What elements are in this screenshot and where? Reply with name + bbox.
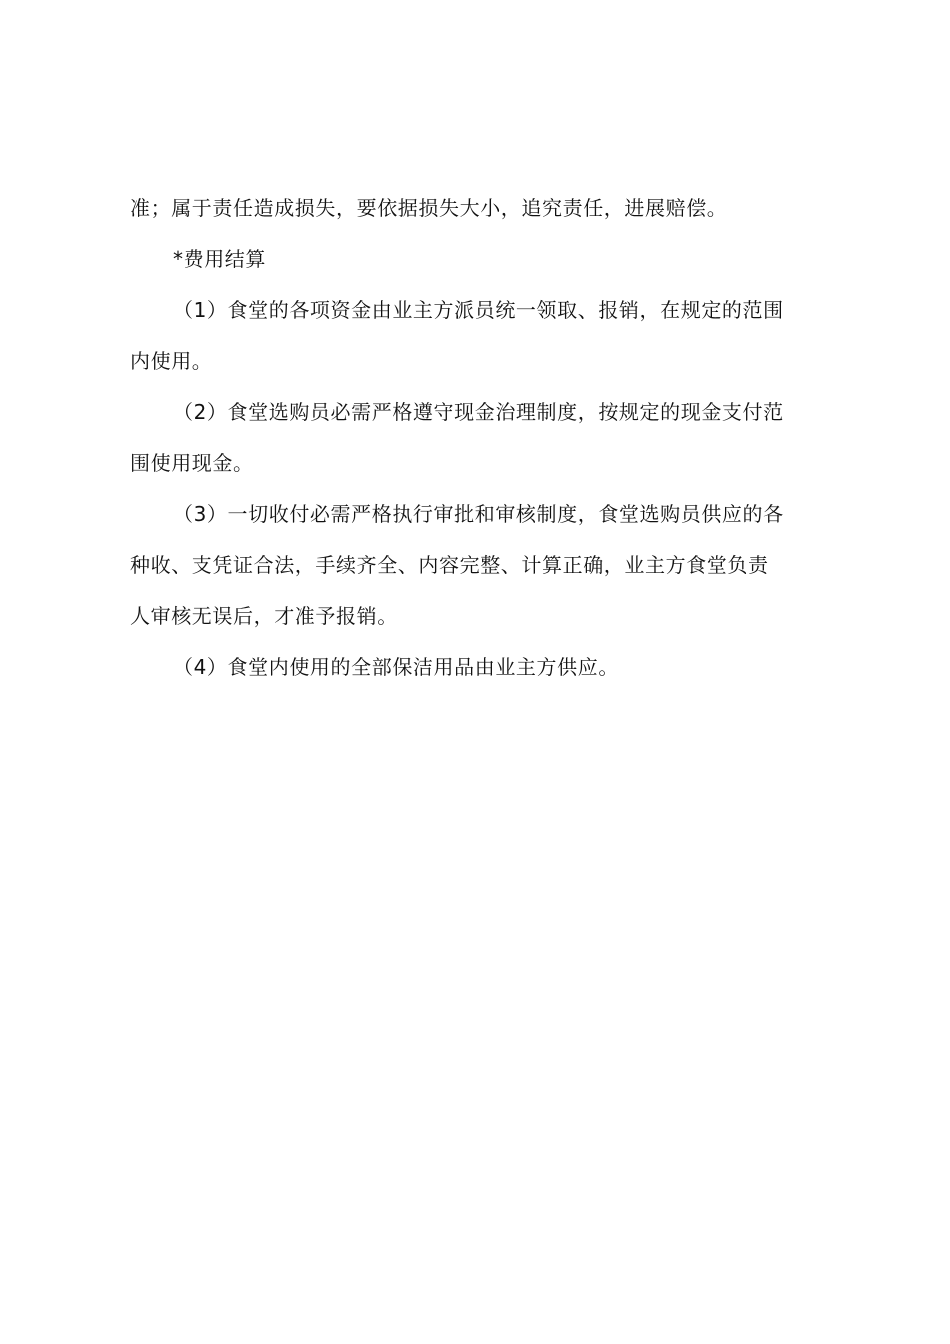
section-heading-fee-settlement: *费用结算 (173, 247, 266, 271)
item-4-line-1: （4）食堂内使用的全部保洁用品由业主方供应。 (173, 655, 619, 679)
paragraph-continuation-line: 准；属于责任造成损失，要依据损失大小，追究责任，进展赔偿。 (130, 196, 728, 220)
item-3-line-3: 人审核无误后，才准予报销。 (130, 604, 398, 628)
item-1-line-2: 内使用。 (130, 349, 213, 373)
item-3-line-2: 种收、支凭证合法，手续齐全、内容完整、计算正确，业主方食堂负责 (130, 553, 769, 577)
item-2-line-2: 围使用现金。 (130, 451, 254, 475)
item-1-line-1: （1）食堂的各项资金由业主方派员统一领取、报销，在规定的范围 (173, 298, 784, 322)
item-3-line-1: （3）一切收付必需严格执行审批和审核制度，食堂选购员供应的各 (173, 502, 784, 526)
document-body (130, 183, 832, 693)
item-2-line-1: （2）食堂选购员必需严格遵守现金治理制度，按规定的现金支付范 (173, 400, 784, 424)
